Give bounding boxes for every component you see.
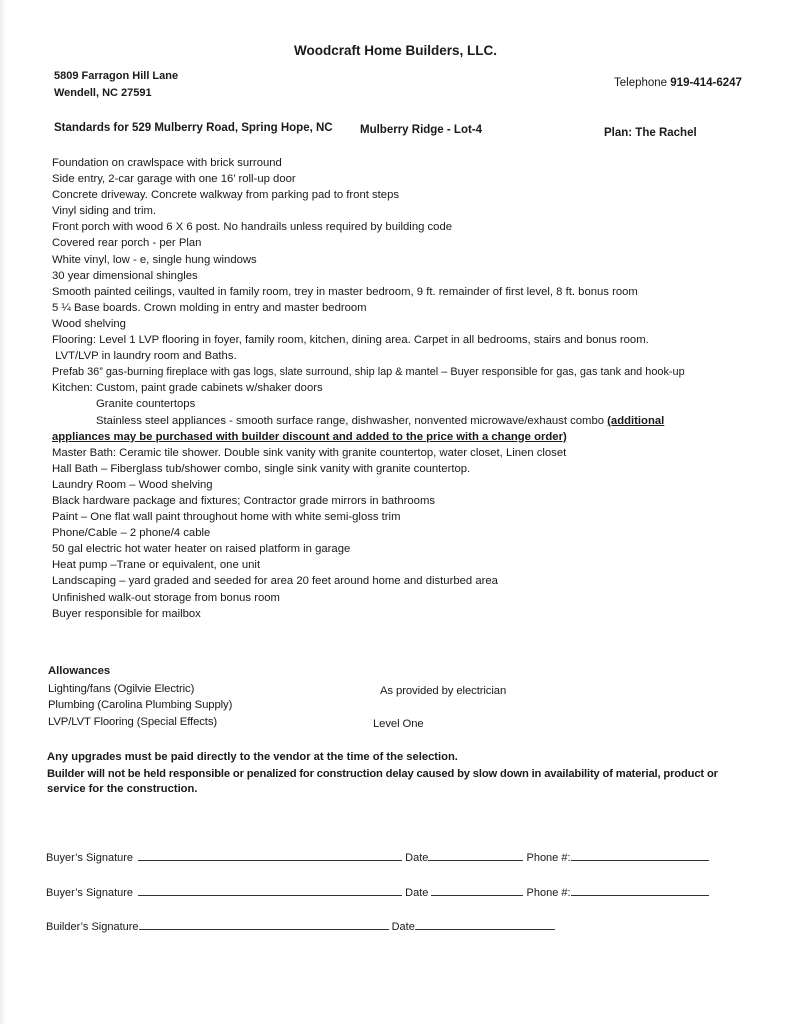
phone-field[interactable] bbox=[571, 860, 709, 861]
kitchen-appliances bbox=[52, 413, 685, 429]
builder-signature-field[interactable] bbox=[139, 929, 389, 930]
appliances-note-part1: (additional bbox=[607, 414, 665, 427]
standards-item: Flooring: Level 1 LVP flooring in foyer, family room, kitchen, dining area. Carpet in all bedrooms, stairs and bonus room. bbox=[52, 334, 649, 347]
standards-item: Concrete driveway. Concrete walkway from parking pad to front steps bbox=[52, 189, 400, 202]
allowances-heading: Allowances bbox=[48, 665, 111, 677]
buyer-signature-row-2 bbox=[46, 887, 709, 899]
builder-signature-label: Builder’s Signature bbox=[46, 921, 139, 933]
buyer-signature-label: Buyer’s Signature bbox=[46, 852, 134, 864]
allowance-value: Level One bbox=[373, 718, 424, 730]
standards-item: Heat pump –Trane or equivalent, one unit bbox=[52, 559, 261, 572]
date-label: Date bbox=[391, 921, 415, 933]
standards-item: Laundry Room – Wood shelving bbox=[52, 478, 213, 491]
notice-upgrades: Any upgrades must be paid directly to the vendor at the time of the selection. bbox=[47, 751, 458, 763]
standards-item: Front porch with wood 6 X 6 post. No handrails unless required by building code bbox=[52, 221, 453, 234]
buyer-signature-field[interactable] bbox=[138, 895, 402, 896]
notice-delay-line1: Builder will not be held responsible or penalized for construction delay caused by slow down in availability of material, product or bbox=[47, 768, 718, 780]
allowance-label: LVP/LVT Flooring (Special Effects) bbox=[48, 716, 218, 728]
phone-field[interactable] bbox=[571, 895, 709, 896]
allowance-label: Plumbing (Carolina Plumbing Supply) bbox=[48, 699, 233, 711]
date-label: Date bbox=[405, 852, 429, 864]
standards-list bbox=[52, 155, 685, 622]
buyer-signature-field[interactable] bbox=[138, 860, 402, 861]
buyer-signature-row-1 bbox=[46, 852, 709, 864]
kitchen-appliances-text: Stainless steel appliances - smooth surface range, dishwasher, nonvented microwave/exhaust combo bbox=[96, 414, 608, 427]
date-field[interactable] bbox=[428, 860, 523, 861]
plan-name: Plan: The Rachel bbox=[604, 127, 697, 139]
address-line-1: 5809 Farragon Hill Lane bbox=[54, 70, 179, 82]
phone-label: Phone #: bbox=[526, 852, 571, 864]
standards-item: Master Bath: Ceramic tile shower. Double sink vanity with granite countertop, water closet, Linen closet bbox=[52, 446, 567, 459]
address-line-2: Wendell, NC 27591 bbox=[54, 87, 152, 99]
phone-label: Phone #: bbox=[526, 887, 571, 899]
standards-item: 50 gal electric hot water heater on raised platform in garage bbox=[52, 543, 351, 556]
scan-edge bbox=[0, 0, 6, 1024]
standards-item: Smooth painted ceilings, vaulted in family room, trey in master bedroom, 9 ft. remainder of first level, 8 ft. bonus room bbox=[52, 285, 638, 298]
standards-item: Black hardware package and fixtures; Contractor grade mirrors in bathrooms bbox=[52, 494, 436, 507]
standards-item: Covered rear porch - per Plan bbox=[52, 237, 202, 250]
standards-item: Kitchen: Custom, paint grade cabinets w/shaker doors bbox=[52, 382, 323, 395]
standards-item: Landscaping – yard graded and seeded for area 20 feet around home and disturbed area bbox=[52, 575, 498, 588]
standards-item: Foundation on crawlspace with brick surround bbox=[52, 157, 282, 169]
subdivision-lot: Mulberry Ridge - Lot-4 bbox=[360, 124, 483, 136]
date-field[interactable] bbox=[415, 929, 555, 930]
notice-delay-line2: service for the construction. bbox=[47, 783, 198, 795]
standards-address: Standards for 529 Mulberry Road, Spring Hope, NC bbox=[54, 122, 333, 134]
standards-item: Vinyl siding and trim. bbox=[52, 205, 157, 218]
appliances-note-part2: appliances may be purchased with builder discount and added to the price with a change order) bbox=[52, 430, 567, 443]
standards-item: LVT/LVP in laundry room and Baths. bbox=[52, 350, 237, 363]
standards-item: Prefab 36” gas-burning fireplace with gas logs, slate surround, ship lap & mantel – Buyer responsible for gas, gas tank and hook-up bbox=[52, 366, 685, 379]
kitchen-granite: Granite countertops bbox=[96, 398, 196, 411]
buyer-signature-label: Buyer’s Signature bbox=[46, 887, 134, 899]
standards-item: Buyer responsible for mailbox bbox=[52, 607, 201, 620]
company-title: Woodcraft Home Builders, LLC. bbox=[293, 43, 497, 58]
standards-item: White vinyl, low - e, single hung windows bbox=[52, 253, 257, 266]
standards-item: Unfinished walk-out storage from bonus room bbox=[52, 591, 280, 604]
standards-item: 30 year dimensional shingles bbox=[52, 269, 198, 282]
standards-item: Wood shelving bbox=[52, 317, 126, 330]
standards-item: Hall Bath – Fiberglass tub/shower combo, single sink vanity with granite countertop. bbox=[52, 462, 471, 475]
builder-signature-row bbox=[46, 921, 555, 933]
date-label: Date bbox=[405, 887, 429, 899]
telephone bbox=[614, 77, 742, 89]
standards-item: Side entry, 2-car garage with one 16’ roll-up door bbox=[52, 173, 296, 186]
telephone-label: Telephone bbox=[614, 77, 668, 89]
telephone-number: 919-414-6247 bbox=[670, 77, 742, 89]
allowance-value: As provided by electrician bbox=[380, 685, 507, 697]
standards-item: 5 ¼ Base boards. Crown molding in entry and master bedroom bbox=[52, 301, 367, 314]
standards-item: Paint – One flat wall paint throughout home with white semi-gloss trim bbox=[52, 511, 401, 524]
allowance-label: Lighting/fans (Ogilvie Electric) bbox=[48, 683, 195, 695]
standards-item: Phone/Cable – 2 phone/4 cable bbox=[52, 527, 211, 540]
date-field[interactable] bbox=[431, 895, 523, 896]
